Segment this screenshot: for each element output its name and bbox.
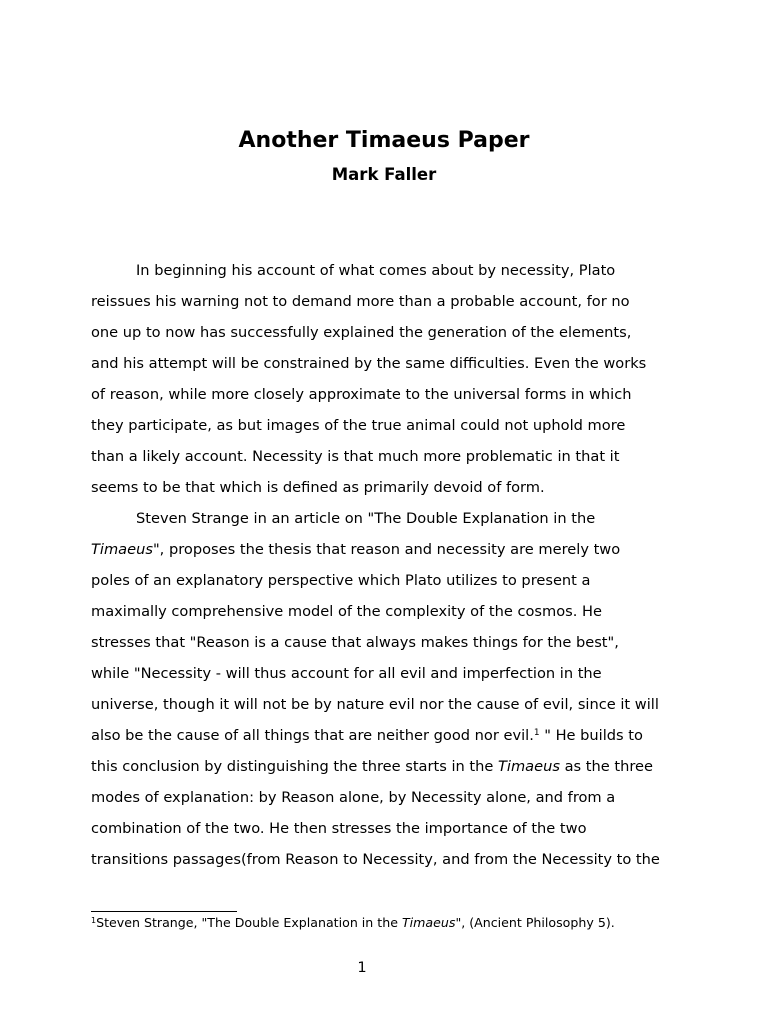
body-text — [91, 255, 691, 875]
footnote-marker: 1 — [91, 916, 97, 925]
footnote: $^1$Steven Strange, "The Double Explanation in the Timaeus", (Ancient Philosophy 5). — [91, 915, 615, 930]
italic-title: Timaeus — [498, 758, 560, 775]
paragraph-line: modes of explanation: by Reason alone, by Necessity alone, and from a — [91, 789, 616, 806]
footnote-reference[interactable]: 1 — [533, 728, 540, 738]
paragraph-line: transitions passages(from Reason to Necessity, and from the Necessity to the — [91, 851, 660, 868]
paragraph-line: and his attempt will be constrained by the same difficulties. Even the works — [91, 355, 647, 372]
page-number: 1 — [357, 959, 367, 976]
footnote-separator — [91, 911, 237, 912]
paper-author: Mark Faller — [331, 165, 437, 184]
paragraph-line: stresses that "Reason is a cause that always makes things for the best", — [91, 634, 619, 651]
paragraph-line: Steven Strange in an article on "The Double Explanation in the — [136, 510, 596, 527]
paragraph-line: combination of the two. He then stresses the importance of the two — [91, 820, 587, 837]
paragraph-line: one up to now has successfully explained the generation of the elements, — [91, 324, 632, 341]
paragraph-line: poles of an explanatory perspective which Plato utilizes to present a — [91, 572, 591, 589]
paragraph-line: seems to be that which is defined as primarily devoid of form. — [91, 479, 545, 496]
paragraph-line: while "Necessity - will thus account for all evil and imperfection in the — [91, 665, 602, 682]
paragraph-line: also be the cause of all things that are neither good nor evil.$^1$ " He builds to — [91, 727, 643, 744]
footnote-italic-title: Timaeus — [401, 915, 456, 930]
paragraph-line: this conclusion by distinguishing the three starts in the Timaeus as the three — [91, 758, 653, 775]
paragraph-line: Timaeus", proposes the thesis that reason and necessity are merely two — [91, 541, 621, 558]
paragraph-line: they participate, as but images of the true animal could not uphold more — [91, 417, 626, 434]
italic-title: Timaeus — [91, 541, 153, 558]
paragraph-line: of reason, while more closely approximate to the universal forms in which — [91, 386, 632, 403]
paper-title: Another Timaeus Paper — [238, 128, 530, 153]
paragraph-line: maximally comprehensive model of the complexity of the cosmos. He — [91, 603, 602, 620]
paragraph-line: reissues his warning not to demand more than a probable account, for no — [91, 293, 630, 310]
paragraph-line: In beginning his account of what comes about by necessity, Plato — [136, 262, 616, 279]
paragraph-line: universe, though it will not be by nature evil nor the cause of evil, since it will — [91, 696, 659, 713]
paragraph-line: than a likely account. Necessity is that much more problematic in that it — [91, 448, 620, 465]
